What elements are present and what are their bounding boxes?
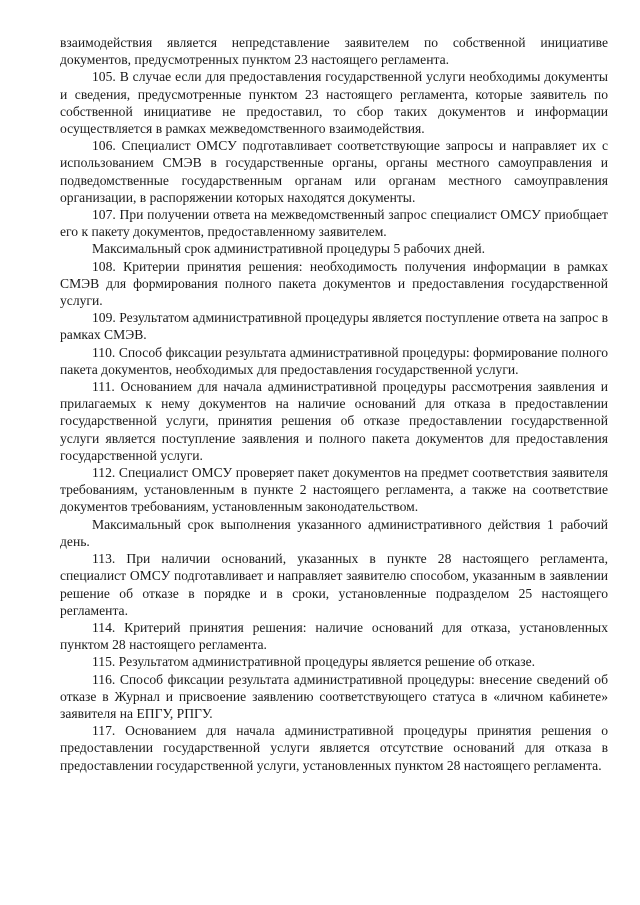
paragraph-112-deadline: Максимальный срок выполнения указанного административного действия 1 рабочий день.	[60, 516, 608, 549]
paragraph-114: 114. Критерий принятия решения: наличие оснований для отказа, установленных пунктом 28 настоящего регламента.	[60, 619, 608, 653]
paragraph-110: 110. Способ фиксации результата административной процедуры: формирование полного пакета документов, необходимых для предоставления государственной услуги.	[60, 344, 608, 377]
paragraph-108: 108. Критерии принятия решения: необходимость получения информации в рамках СМЭВ для формирования полного пакета документов и предоставления государственной услуги.	[60, 258, 608, 309]
paragraph-107: 107. При получении ответа на межведомственный запрос специалист ОМСУ приобщает его к пакету документов, предоставленному заявителем.	[60, 207, 608, 240]
paragraph-111: 111. Основанием для начала административной процедуры рассмотрения заявления и прилагаемых к нему документов на наличие оснований для отказа в предоставлении государственной услуги, принятия решения об отказе предоставлении государственной услуги является поступление заявления и полного пакета документов для предоставления государственной услуги.	[60, 379, 608, 463]
paragraph-117: 117. Основанием для начала административной процедуры принятия решения о предоставлении государственной услуги является отсутствие оснований для отказа в предоставлении государственной услуги, установленных пунктом 28 настоящего регламента.	[60, 723, 608, 773]
paragraph-115: 115. Результатом административной процедуры является решение об отказе.	[92, 654, 536, 670]
paragraph-112: 112. Специалист ОМСУ проверяет пакет документов на предмет соответствия заявителя требованиям, установленным в пункте 2 настоящего регламента, а также на соответствие документов требованиям, установленным законодательством.	[60, 465, 608, 515]
paragraph-105: 105. В случае если для предоставления государственной услуги необходимы документы и сведения, предусмотренные пунктом 23 настоящего регламента, которые заявитель по собственной инициативе не предоставил, то сбор таких документов и информации осуществляется в рамках межведомственного взаимодействия.	[60, 69, 608, 137]
paragraph-106: 106. Специалист ОМСУ подготавливает соответствующие запросы и направляет их с использованием СМЭВ в государственные органы, органы местного самоуправления и подведомственные государственным органам или органам местного самоуправления организации, в распоряжении которых находятся документы.	[60, 138, 608, 205]
paragraph-continuation: взаимодействия является непредставление заявителем по собственной инициативе документов, предусмотренных пунктом 23 настоящего регламента.	[60, 35, 608, 68]
paragraph-116: 116. Способ фиксации результата административной процедуры: внесение сведений об отказе в Журнал и присвоение заявлению соответствующего статуса в «личном кабинете» заявителя на ЕПГУ, РПГУ.	[60, 671, 608, 721]
paragraph-113: 113. При наличии оснований, указанных в пункте 28 настоящего регламента, специалист ОМСУ подготавливает и направляет заявителю способом, указанным в заявлении решение об отказе в порядке и в сроки, установленные подразделом 25 настоящего регламента.	[60, 551, 608, 618]
paragraph-107-deadline: Максимальный срок административной процедуры 5 рабочих дней.	[92, 241, 486, 257]
paragraph-109: 109. Результатом административной процедуры является поступление ответа на запрос в рамках СМЭВ.	[60, 310, 608, 343]
